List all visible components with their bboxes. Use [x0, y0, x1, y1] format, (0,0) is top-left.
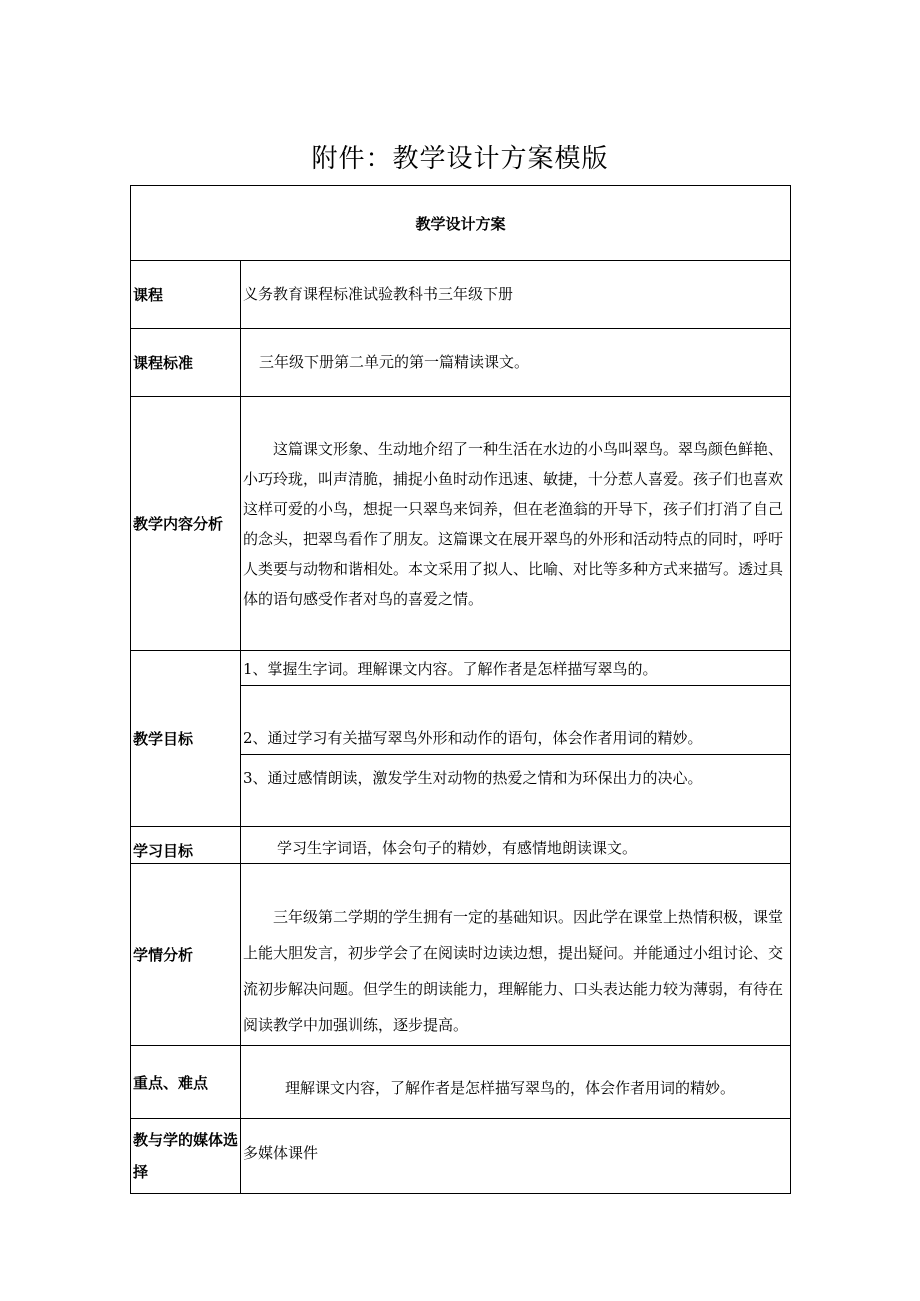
- value-key-points: 理解课文内容，了解作者是怎样描写翠鸟的，体会作者用词的精妙。: [241, 1046, 791, 1119]
- label-media: 教与学的媒体选择: [131, 1119, 241, 1194]
- label-learning-goals: 学习目标: [131, 827, 241, 864]
- value-content-analysis: 这篇课文形象、生动地介绍了一种生活在水边的小鸟叫翠鸟。翠鸟颜色鲜艳、小巧玲珑，叫声清脆，捕捉小鱼时动作迅速、敏捷，十分惹人喜爱。孩子们也喜欢这样可爱的小鸟，想捉一只翠鸟来饲养，但在老渔翁的开导下，孩子们打消了自己的念头，把翠鸟看作了朋友。这篇课文在展开翠鸟的外形和活动特点的同时，呼吁人类要与动物和谐相处。本文采用了拟人、比喻、对比等多种方式来描写。透过具体的语句感受作者对鸟的喜爱之情。: [241, 397, 791, 651]
- label-course: 课程: [131, 261, 241, 329]
- value-student-analysis: 三年级第二学期的学生拥有一定的基础知识。因此学在课堂上热情积极，课堂上能大胆发言，初步学会了在阅读时边读边想，提出疑问。并能通过小组讨论、交流初步解决问题。但学生的朗读能力，理解能力、口头表达能力较为薄弱，有待在阅读教学中加强训练，逐步提高。: [241, 864, 791, 1046]
- row-student-analysis: [131, 864, 791, 1046]
- row-media: [131, 1119, 791, 1194]
- teaching-design-table: [130, 185, 791, 1194]
- table-header: 教学设计方案: [131, 186, 791, 261]
- value-learning-goals: 学习生字词语，体会句子的精妙，有感情地朗读课文。: [241, 827, 791, 864]
- document-title: 附件：教学设计方案模版: [311, 144, 609, 174]
- row-standard: [131, 329, 791, 397]
- teaching-goal-item: 2、通过学习有关描写翠鸟外形和动作的语句，体会作者用词的精妙。: [241, 686, 791, 755]
- label-teaching-goals: 教学目标: [131, 651, 241, 827]
- value-media: 多媒体课件: [241, 1119, 791, 1194]
- row-content-analysis: [131, 397, 791, 651]
- row-course: [131, 261, 791, 329]
- label-key-points: 重点、难点: [131, 1046, 241, 1119]
- value-course: 义务教育课程标准试验教科书三年级下册: [241, 261, 791, 329]
- label-content-analysis: 教学内容分析: [131, 397, 241, 651]
- teaching-goal-item: 1、掌握生字词。理解课文内容。了解作者是怎样描写翠鸟的。: [241, 651, 791, 686]
- row-goal-1: [131, 651, 791, 686]
- row-key-points: [131, 1046, 791, 1119]
- teaching-goal-item: 3、通过感情朗读，激发学生对动物的热爱之情和为环保出力的决心。: [241, 755, 791, 827]
- table-header-row: [131, 186, 791, 261]
- row-learning-goals: [131, 827, 791, 864]
- value-standard: 三年级下册第二单元的第一篇精读课文。: [241, 329, 791, 397]
- label-student-analysis: 学情分析: [131, 864, 241, 1046]
- label-standard: 课程标准: [131, 329, 241, 397]
